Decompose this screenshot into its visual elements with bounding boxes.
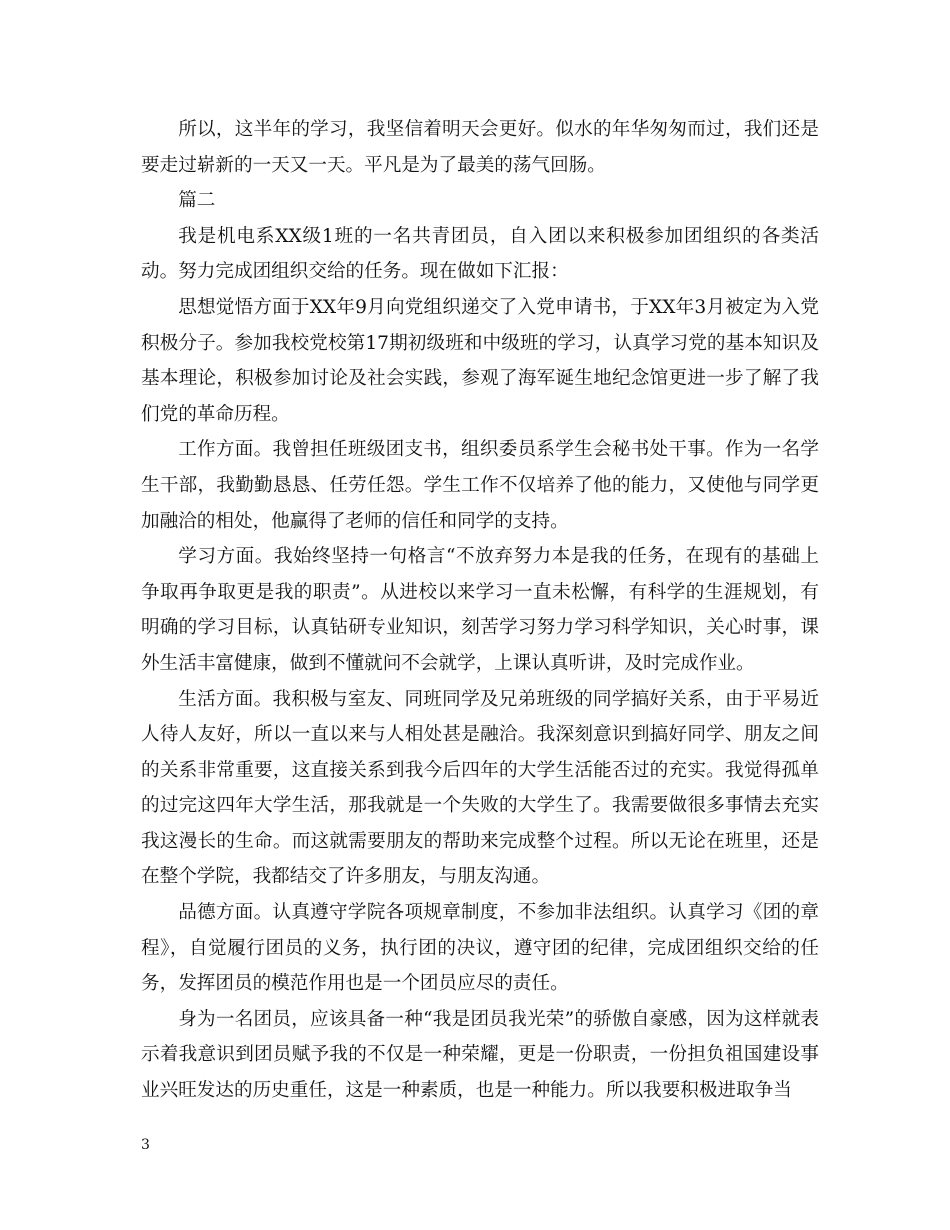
page-number: 3 — [141, 1137, 150, 1153]
paragraph-study: 学习方面。我始终坚持一句格言“不放弃努力本是我的任务，在现有的基础上争取再争取更是我的职责”。从进校以来学习一直未松懈，有科学的生涯规划，有明确的学习目标，认真钻研专业知识，刻苦学习努力学习科学知识，关心时事，课外生活丰富健康，做到不懂就问不会就学，上课认真听讲，及时完成作业。 — [141, 546, 819, 674]
paragraph-member-pride: 身为一名团员，应该具备一种“我是团员我光荣”的骄傲自豪感，因为这样就表示着我意识到团员赋予我的不仅是一种荣耀，更是一份职责，一份担负祖国建设事业兴旺发达的历史重任，这是一种素质，也是一种能力。所以我要积极进取争当 — [141, 1008, 819, 1102]
paragraph-morality: 品德方面。认真遵守学院各项规章制度，不参加非法组织。认真学习《团的章程》，自觉履行团员的义务，执行团的决议，遵守团的纪律，完成团组织交给的任务，发挥团员的模范作用也是一个团员应尽的责任。 — [141, 902, 819, 995]
body-text — [141, 112, 819, 1109]
paragraph-work: 工作方面。我曾担任班级团支书，组织委员系学生会秘书处干事。作为一名学生干部，我勤勤恳恳、任劳任怨。学生工作不仅培养了他的能力，又使他与同学更加融洽的相处，他赢得了老师的信任和同学的支持。 — [141, 439, 819, 532]
paragraph-ideology: 思想觉悟方面于XX年9月向党组织递交了入党申请书，于XX年3月被定为入党积极分子。参加我校党校第17期初级班和中级班的学习，认真学习党的基本知识及基本理论，积极参加讨论及社会实践，参观了海军诞生地纪念馆更进一步了解了我们党的革命历程。 — [141, 296, 819, 425]
section-heading-part-two: 篇二 — [178, 190, 216, 212]
paragraph-life: 生活方面。我积极与室友、同班同学及兄弟班级的同学搞好关系，由于平易近人待人友好，所以一直以来与人相处甚是融洽。我深刻意识到搞好同学、朋友之间的关系非常重要，这直接关系到我今后四年的大学生活能否过的充实。我觉得孤单的过完这四年大学生活，那我就是一个失败的大学生了。我需要做很多事情去充实我这漫长的生命。而这就需要朋友的帮助来完成整个过程。所以无论在班里，还是在整个学院，我都结交了许多朋友，与朋友沟通。 — [141, 688, 819, 888]
paragraph-intro: 我是机电系XX级1班的一名共青团员，自入团以来积极参加团组织的各类活动。努力完成团组织交给的任务。现在做如下汇报： — [141, 225, 819, 283]
paragraph-conclusion: 所以，这半年的学习，我坚信着明天会更好。似水的年华匆匆而过，我们还是要走过崭新的一天又一天。平凡是为了最美的荡气回肠。 — [141, 119, 819, 176]
